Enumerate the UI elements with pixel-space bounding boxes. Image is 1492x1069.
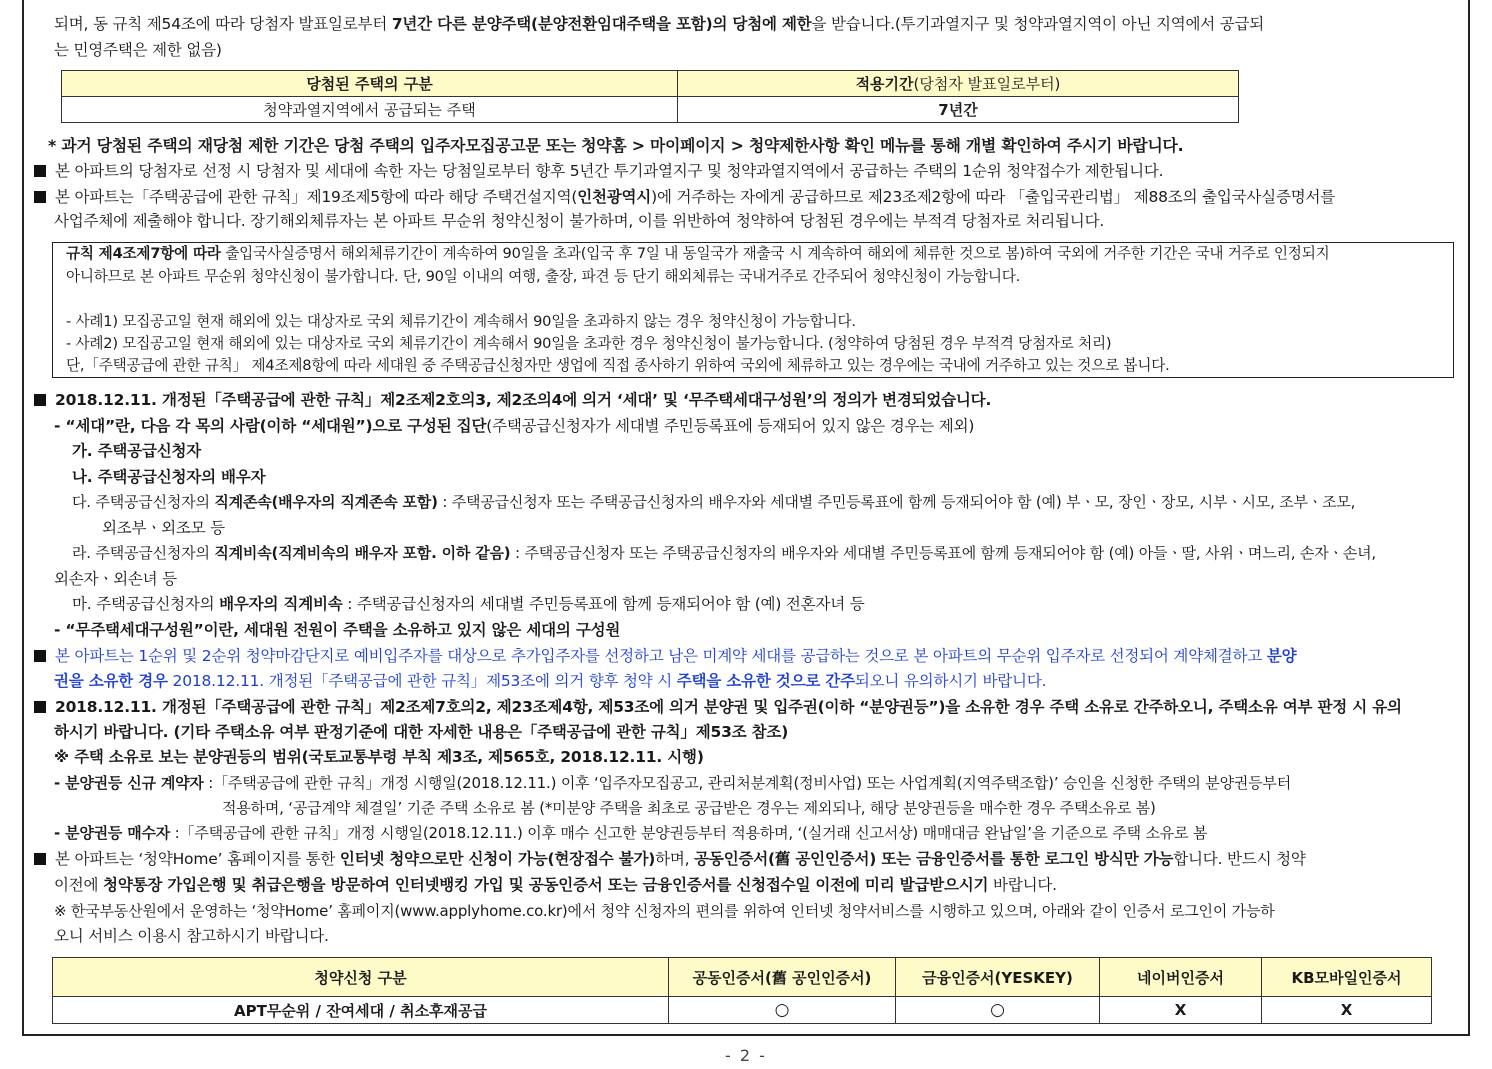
cert-header-financial: 금융인증서(YESKEY) bbox=[896, 958, 1100, 997]
bullet-2-line-1: 본 아파트는「주택공급에 관한 규칙」제19조제5항에 따라 해당 주택건설지역(인천광역시)에 거주하는 자에게 공급하므로 제23조제2항에 따라 「출입국관리법」 제88조의 출입국사실증명서를 bbox=[34, 187, 1335, 207]
bullet-6-line-3: ※ 한국부동산원에서 운영하는 ‘청약Home’ 홈페이지(www.applyhome.co.kr)에서 청약 신청자의 편의를 위하여 인터넷 청약서비스를 시행하고 있으며, 아래와 같이 인증서 로그인이 가능하 bbox=[54, 902, 1275, 920]
cert-header-naver: 네이버인증서 bbox=[1100, 958, 1262, 997]
bullet-5-line-4: - 분양권등 신규 계약자 :「주택공급에 관한 규칙」개정 시행일(2018.12.11.) 이후 ‘입주자모집공고, 관리처분계획(정비사업) 또는 사업계획(지역주택조합)’ 승인을 신청한 주택의 분양권등부터 bbox=[54, 774, 1292, 792]
bullet-2-line-2: 사업주체에 제출해야 합니다. 장기해외체류자는 본 아파트 무순위 청약신청이 불가하며, 이를 위반하여 청약하여 당첨된 경우에는 부적격 당첨자로 처리됩니다. bbox=[54, 212, 1105, 230]
bullet-5-line-6: - 분양권등 매수자 :「주택공급에 관한 규칙」개정 시행일(2018.12.11.) 이후 매수 신고한 분양권등부터 적용하며, ‘(실거래 신고서상) 매매대금 완납일’을 기준으로 주택 소유로 봄 bbox=[54, 824, 1208, 842]
bullet-5-line-5: 적용하며, ‘공급계약 체결일’ 기준 주택 소유로 봄 (*미분양 주택을 최초로 공급받은 경우는 제외되나, 해당 분양권등을 매수한 경우 주택소유로 봄) bbox=[222, 799, 1156, 817]
intro-line-2: 는 민영주택은 제한 없음) bbox=[54, 41, 222, 59]
no-house-definition: - “무주택세대구성원”이란, 세대원 전원이 주택을 소유하고 있지 않은 세대의 구성원 bbox=[54, 621, 621, 639]
square-bullet-icon bbox=[34, 853, 46, 865]
square-bullet-icon bbox=[34, 701, 46, 713]
household-item-ra: 라. 주택공급신청자의 직계비속(직계비속의 배우자 포함. 이하 같음) : 주택공급신청자 또는 주택공급신청자의 배우자와 세대별 주민등록표에 함께 등재되어야 함 (예) 아들ㆍ딸, 사위ㆍ며느리, 손자ㆍ손녀, bbox=[72, 544, 1376, 562]
bullet-5-line-1: 2018.12.11. 개정된「주택공급에 관한 규칙」제2조제7호의2, 제23조제4항, 제53조에 의거 분양권 및 입주권(이하 “분양권등”)을 소유한 경우 주택 소유로 간주하오니, 주택소유 여부 판정 시 유의 bbox=[34, 697, 1402, 717]
bullet-4-line-1: 본 아파트는 1순위 및 2순위 청약마감단지로 예비입주자를 대상으로 추가입주자를 선정하고 남은 미계약 세대를 공급하는 것으로 본 아파트의 무순위 입주자로 선정되어 계약체결하고 분양 bbox=[34, 646, 1296, 666]
household-item-da-cont: 외조부ㆍ외조모 등 bbox=[102, 519, 225, 537]
square-bullet-icon bbox=[34, 165, 46, 177]
cert-header-kb: KB모바일인증서 bbox=[1262, 958, 1432, 997]
household-definition: - “세대”란, 다음 각 목의 사람(이하 “세대원”)으로 구성된 집단(주택공급신청자가 세대별 주민등록표에 등재되어 있지 않은 경우는 제외) bbox=[54, 417, 975, 435]
cert-kb-value: X bbox=[1262, 997, 1432, 1024]
restriction-table bbox=[61, 70, 1239, 123]
cert-header-joint: 공동인증서(舊 공인인증서) bbox=[669, 958, 896, 997]
square-bullet-icon bbox=[34, 650, 46, 662]
restriction-col2-header: 적용기간(당첨자 발표일로부터) bbox=[678, 71, 1239, 97]
household-item-ma: 마. 주택공급신청자의 배우자의 직계비속 : 주택공급신청자의 세대별 주민등록표에 함께 등재되어야 함 (예) 전혼자녀 등 bbox=[72, 595, 865, 613]
bullet-4-line-2: 권을 소유한 경우 2018.12.11. 개정된「주택공급에 관한 규칙」제53조에 의거 향후 청약 시 주택을 소유한 것으로 간주되오니 유의하시기 바랍니다. bbox=[54, 672, 1047, 690]
restriction-row-label: 청약과열지역에서 공급되는 주택 bbox=[62, 97, 678, 123]
intro-line-1: 되며, 동 규칙 제54조에 따라 당첨자 발표일로부터 7년간 다른 분양주택(분양전환임대주택을 포함)의 당첨에 제한을 받습니다.(투기과열지구 및 청약과열지역이 아닌 지역에서 공급되 bbox=[54, 15, 1265, 33]
cert-joint-value: ○ bbox=[669, 997, 896, 1024]
box-line-1: 규칙 제4조제7항에 따라 출입국사실증명서 해외체류기간이 계속하여 90일을 초과(입국 후 7일 내 동일국가 재출국 시 계속하여 해외에 체류한 것으로 봄)하여 국외에 거주한 기간은 국내 거주로 인정되지 bbox=[66, 245, 1330, 262]
cert-header-category: 청약신청 구분 bbox=[53, 958, 669, 997]
household-item-ga: 가. 주택공급신청자 bbox=[72, 442, 202, 460]
bullet-5-line-3: ※ 주택 소유로 보는 분양권등의 범위(국토교통부령 부칙 제3조, 제565호, 2018.12.11. 시행) bbox=[54, 748, 704, 766]
box-line-2: 아니하므로 본 아파트 무순위 청약신청이 불가합니다. 단, 90일 이내의 여행, 출장, 파견 등 단기 해외체류는 국내거주로 간주되어 청약신청이 가능합니다. bbox=[66, 268, 1021, 285]
household-item-ra-cont: 외손자ㆍ외손녀 등 bbox=[54, 570, 177, 588]
box-line-3: - 사례1) 모집공고일 현재 해외에 있는 대상자로 국외 체류기간이 계속해서 90일을 초과하지 않는 경우 청약신청이 가능합니다. bbox=[66, 313, 856, 330]
box-line-5: 단,「주택공급에 관한 규칙」 제4조제8항에 따라 세대원 중 주택공급신청자만 생업에 직접 종사하기 위하여 국외에 체류하고 있는 경우에는 국내에 거주하고 있는 것으로 봅니다. bbox=[66, 357, 1170, 374]
bullet-6-line-2: 이전에 청약통장 가입은행 및 취급은행을 방문하여 인터넷뱅킹 가입 및 공동인증서 또는 금융인증서를 신청접수일 이전에 미리 발급받으시기 바랍니다. bbox=[54, 876, 1057, 894]
page-number: - 2 - bbox=[725, 1046, 767, 1065]
bullet-3: 2018.12.11. 개정된「주택공급에 관한 규칙」제2조제2호의3, 제2조의4에 의거 ‘세대’ 및 ‘무주택세대구성원’의 정의가 변경되었습니다. bbox=[34, 390, 991, 410]
restriction-row-value: 7년간 bbox=[678, 97, 1239, 123]
household-item-da: 다. 주택공급신청자의 직계존속(배우자의 직계존속 포함) : 주택공급신청자 또는 주택공급신청자의 배우자와 세대별 주민등록표에 함께 등재되어야 함 (예) 부ㆍ모, 장인ㆍ장모, 시부ㆍ시모, 조부ㆍ조모, bbox=[72, 493, 1356, 511]
box-line-4: - 사례2) 모집공고일 현재 해외에 있는 대상자로 국외 체류기간이 계속해서 90일을 초과한 경우 청약신청이 불가능합니다. (청약하여 당첨된 경우 부적격 당첨자로 처리) bbox=[66, 335, 1112, 352]
bullet-5-line-2: 하시기 바랍니다. (기타 주택소유 여부 판정기준에 대한 자세한 내용은「주택공급에 관한 규칙」제53조 참조) bbox=[54, 723, 789, 741]
bullet-6-line-4: 오니 서비스 이용시 참고하시기 바랍니다. bbox=[54, 927, 329, 945]
certificate-table bbox=[52, 957, 1432, 1024]
square-bullet-icon bbox=[34, 191, 46, 203]
cert-financial-value: ○ bbox=[896, 997, 1100, 1024]
restriction-col1-header: 당첨된 주택의 구분 bbox=[62, 71, 678, 97]
bullet-6-line-1: 본 아파트는 ‘청약Home’ 홈페이지를 통한 인터넷 청약으로만 신청이 가능(현장접수 불가)하며, 공동인증서(舊 공인인증서) 또는 금융인증서를 통한 로그인 방식만 가능합니다. 반드시 청약 bbox=[34, 849, 1306, 869]
cert-naver-value: X bbox=[1100, 997, 1262, 1024]
household-item-na: 나. 주택공급신청자의 배우자 bbox=[72, 468, 266, 486]
square-bullet-icon bbox=[34, 394, 46, 406]
cert-row-label: APT무순위 / 잔여세대 / 취소후재공급 bbox=[53, 997, 669, 1024]
bullet-1: 본 아파트의 당첨자로 선정 시 당첨자 및 세대에 속한 자는 당첨일로부터 향후 5년간 투기과열지구 및 청약과열지역에서 공급하는 주택의 1순위 청약접수가 제한됩니다. bbox=[34, 161, 1163, 181]
star-note: * 과거 당첨된 주택의 재당첨 제한 기간은 당첨 주택의 입주자모집공고문 또는 청약홈 > 마이페이지 > 청약제한사항 확인 메뉴를 통해 개별 확인하여 주시기 바랍니다. bbox=[48, 136, 1184, 155]
